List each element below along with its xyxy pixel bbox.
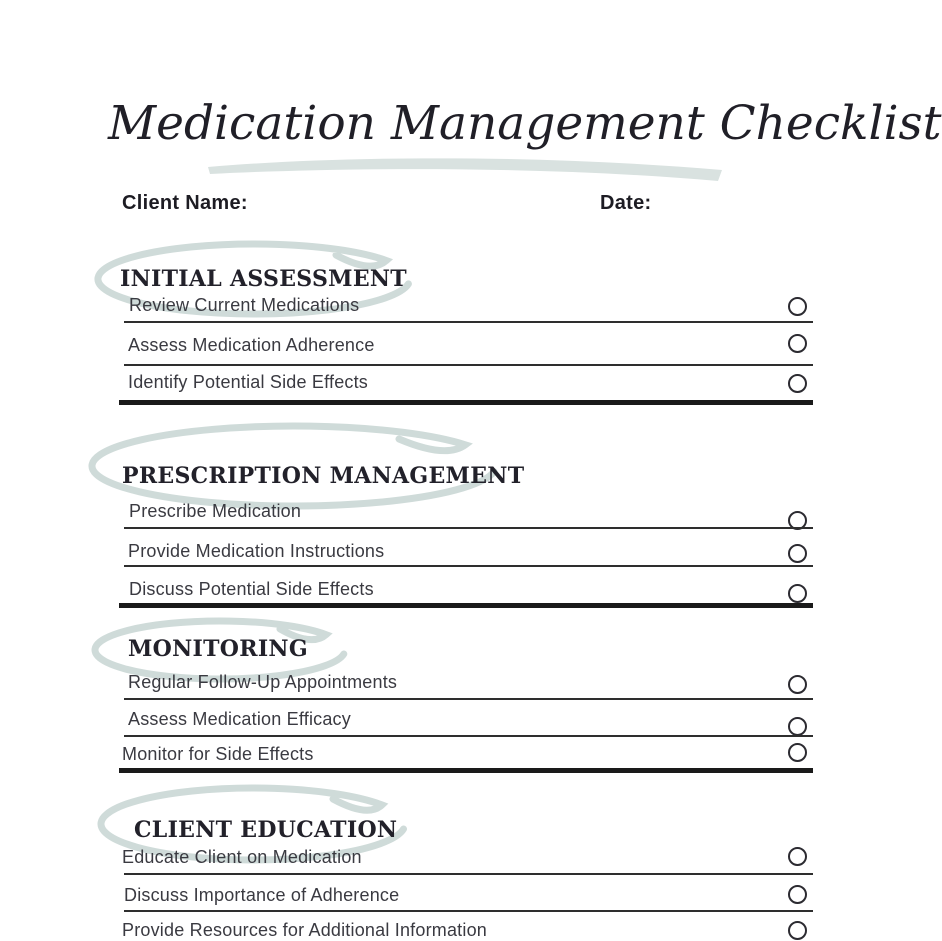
row-divider <box>124 735 813 737</box>
checkbox-circle[interactable] <box>788 743 807 762</box>
row-divider <box>124 698 813 700</box>
checklist-item-label: Educate Client on Medication <box>122 847 362 867</box>
checklist-item-label: Review Current Medications <box>129 295 360 315</box>
row-divider <box>124 565 813 567</box>
checkbox-circle[interactable] <box>788 374 807 393</box>
checklist-item-label: Prescribe Medication <box>129 501 302 521</box>
checklist-item-label: Provide Medication Instructions <box>128 541 385 561</box>
checklist-item-label: Assess Medication Efficacy <box>128 709 351 729</box>
row-divider <box>124 527 813 529</box>
row-divider <box>124 910 813 912</box>
section-end-bar <box>119 768 813 773</box>
page-title: Medication Management Checklist <box>108 96 942 151</box>
checkbox-circle[interactable] <box>788 921 807 940</box>
row-divider <box>124 364 813 366</box>
row-divider <box>124 321 813 323</box>
checklist-item-label: Identify Potential Side Effects <box>128 372 369 392</box>
checklist-item-label: Assess Medication Adherence <box>128 335 375 355</box>
checklist-item-label: Monitor for Side Effects <box>122 744 314 764</box>
title-underline-swoosh-icon <box>198 151 728 183</box>
section-end-bar <box>119 400 813 405</box>
checkbox-circle[interactable] <box>788 334 807 353</box>
checklist-item-label: Discuss Potential Side Effects <box>129 579 374 599</box>
checklist-item-label: Discuss Importance of Adherence <box>124 885 400 905</box>
checkbox-circle[interactable] <box>788 544 807 563</box>
checkbox-circle[interactable] <box>788 847 807 866</box>
section-heading-monitoring: MONITORING <box>128 636 308 662</box>
row-divider <box>124 873 813 875</box>
client-name-label: Client Name: <box>122 192 248 214</box>
checklist-item-label: Provide Resources for Additional Information <box>122 920 487 940</box>
section-heading-client-education: CLIENT EDUCATION <box>134 817 398 843</box>
section-end-bar <box>119 603 813 608</box>
checkbox-circle[interactable] <box>788 717 807 736</box>
date-label: Date: <box>600 192 652 214</box>
checkbox-circle[interactable] <box>788 675 807 694</box>
section-heading-initial-assessment: INITIAL ASSESSMENT <box>120 266 407 292</box>
checkbox-circle[interactable] <box>788 297 807 316</box>
section-heading-prescription-management: PRESCRIPTION MANAGEMENT <box>122 463 525 489</box>
checkbox-circle[interactable] <box>788 885 807 904</box>
checkbox-circle[interactable] <box>788 584 807 603</box>
checklist-item-label: Regular Follow-Up Appointments <box>128 672 398 692</box>
